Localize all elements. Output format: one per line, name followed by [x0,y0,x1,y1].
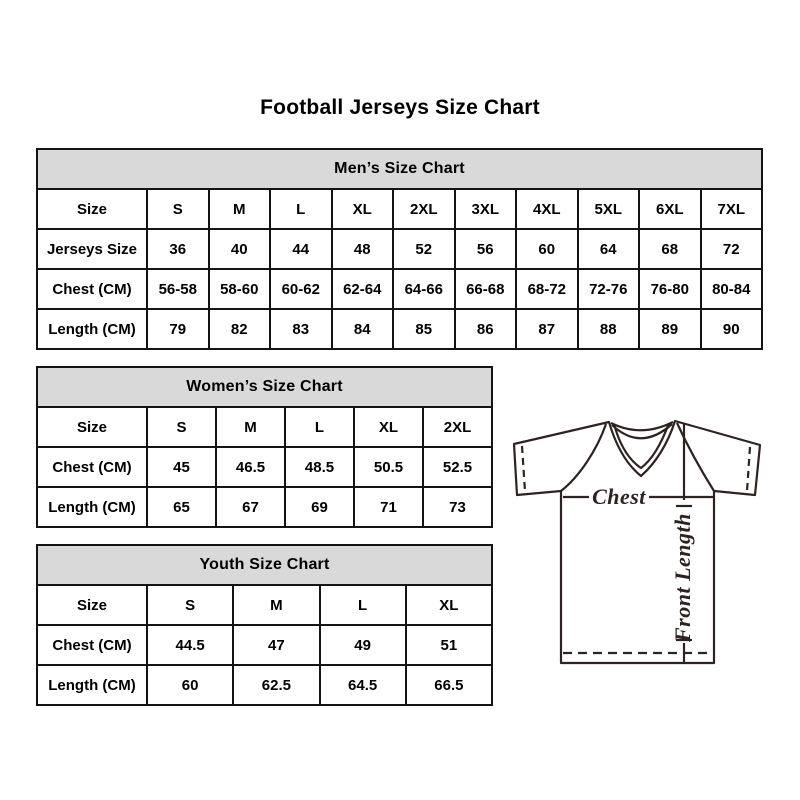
value-cell: 50.5 [354,447,423,487]
value-cell: 44.5 [147,625,233,665]
value-cell: 79 [147,309,209,349]
size-column-header: M [233,585,319,625]
value-cell: 60-62 [270,269,332,309]
row-label: Jerseys Size [37,229,147,269]
value-cell: 51 [406,625,492,665]
table-row [37,447,492,487]
value-cell: 46.5 [216,447,285,487]
table-row [37,229,762,269]
right-sleeve-seam [677,423,714,491]
value-cell: 64-66 [393,269,455,309]
value-cell: 56 [455,229,517,269]
value-cell: 88 [578,309,640,349]
womens-size-table [36,366,493,528]
row-label-column-header: Size [37,189,147,229]
value-cell: 68 [639,229,701,269]
size-column-header: 4XL [516,189,578,229]
size-column-header: XL [354,407,423,447]
value-cell: 90 [701,309,763,349]
value-cell: 67 [216,487,285,527]
value-cell: 48 [332,229,394,269]
value-cell: 40 [209,229,271,269]
value-cell: 58-60 [209,269,271,309]
mens-size-table [36,148,763,350]
value-cell: 36 [147,229,209,269]
size-column-header: M [216,407,285,447]
value-cell: 86 [455,309,517,349]
row-label: Length (CM) [37,309,147,349]
left-sleeve-seam [561,424,606,491]
value-cell: 82 [209,309,271,349]
row-label: Length (CM) [37,487,147,527]
value-cell: 76-80 [639,269,701,309]
size-column-header: S [147,189,209,229]
value-cell: 84 [332,309,394,349]
value-cell: 80-84 [701,269,763,309]
table-row [37,309,762,349]
size-column-header: 7XL [701,189,763,229]
size-column-header: 6XL [639,189,701,229]
value-cell: 52 [393,229,455,269]
column-header-row [37,585,492,625]
value-cell: 64 [578,229,640,269]
value-cell: 68-72 [516,269,578,309]
row-label: Chest (CM) [37,447,147,487]
front-length-measure-label: Front Length [670,513,695,642]
value-cell: 83 [270,309,332,349]
value-cell: 64.5 [320,665,406,705]
chest-measure-label: Chest [592,484,646,509]
page-title: Football Jerseys Size Chart [260,96,540,119]
value-cell: 89 [639,309,701,349]
value-cell: 62.5 [233,665,319,705]
value-cell: 72-76 [578,269,640,309]
table-title-cell: Men’s Size Chart [37,149,762,189]
column-header-row [37,189,762,229]
row-label: Length (CM) [37,665,147,705]
value-cell: 69 [285,487,354,527]
value-cell: 48.5 [285,447,354,487]
row-label: Chest (CM) [37,269,147,309]
row-label-column-header: Size [37,585,147,625]
value-cell: 85 [393,309,455,349]
size-column-header: 2XL [423,407,492,447]
value-cell: 71 [354,487,423,527]
value-cell: 73 [423,487,492,527]
jersey-outline [514,421,760,663]
table-row [37,487,492,527]
size-column-header: XL [406,585,492,625]
value-cell: 45 [147,447,216,487]
size-column-header: S [147,585,233,625]
size-column-header: L [270,189,332,229]
column-header-row [37,407,492,447]
value-cell: 66-68 [455,269,517,309]
table-title-cell: Women’s Size Chart [37,367,492,407]
jersey-measurement-diagram [505,392,775,682]
value-cell: 87 [516,309,578,349]
value-cell: 60 [147,665,233,705]
value-cell: 66.5 [406,665,492,705]
table-row [37,665,492,705]
table-row [37,625,492,665]
jersey-illustration [505,392,775,682]
size-column-header: L [285,407,354,447]
collar-band-upper [611,422,673,430]
left-cuff-dashed-line [522,446,525,491]
value-cell: 62-64 [332,269,394,309]
right-cuff-dashed-line [747,447,750,491]
value-cell: 52.5 [423,447,492,487]
value-cell: 56-58 [147,269,209,309]
size-column-header: 5XL [578,189,640,229]
size-column-header: 2XL [393,189,455,229]
table-row [37,269,762,309]
table-title-cell: Youth Size Chart [37,545,492,585]
size-column-header: S [147,407,216,447]
youth-size-table [36,544,493,706]
value-cell: 60 [516,229,578,269]
size-column-header: L [320,585,406,625]
row-label-column-header: Size [37,407,147,447]
value-cell: 47 [233,625,319,665]
size-column-header: M [209,189,271,229]
row-label: Chest (CM) [37,625,147,665]
value-cell: 72 [701,229,763,269]
size-column-header: 3XL [455,189,517,229]
value-cell: 44 [270,229,332,269]
value-cell: 49 [320,625,406,665]
size-column-header: XL [332,189,394,229]
value-cell: 65 [147,487,216,527]
